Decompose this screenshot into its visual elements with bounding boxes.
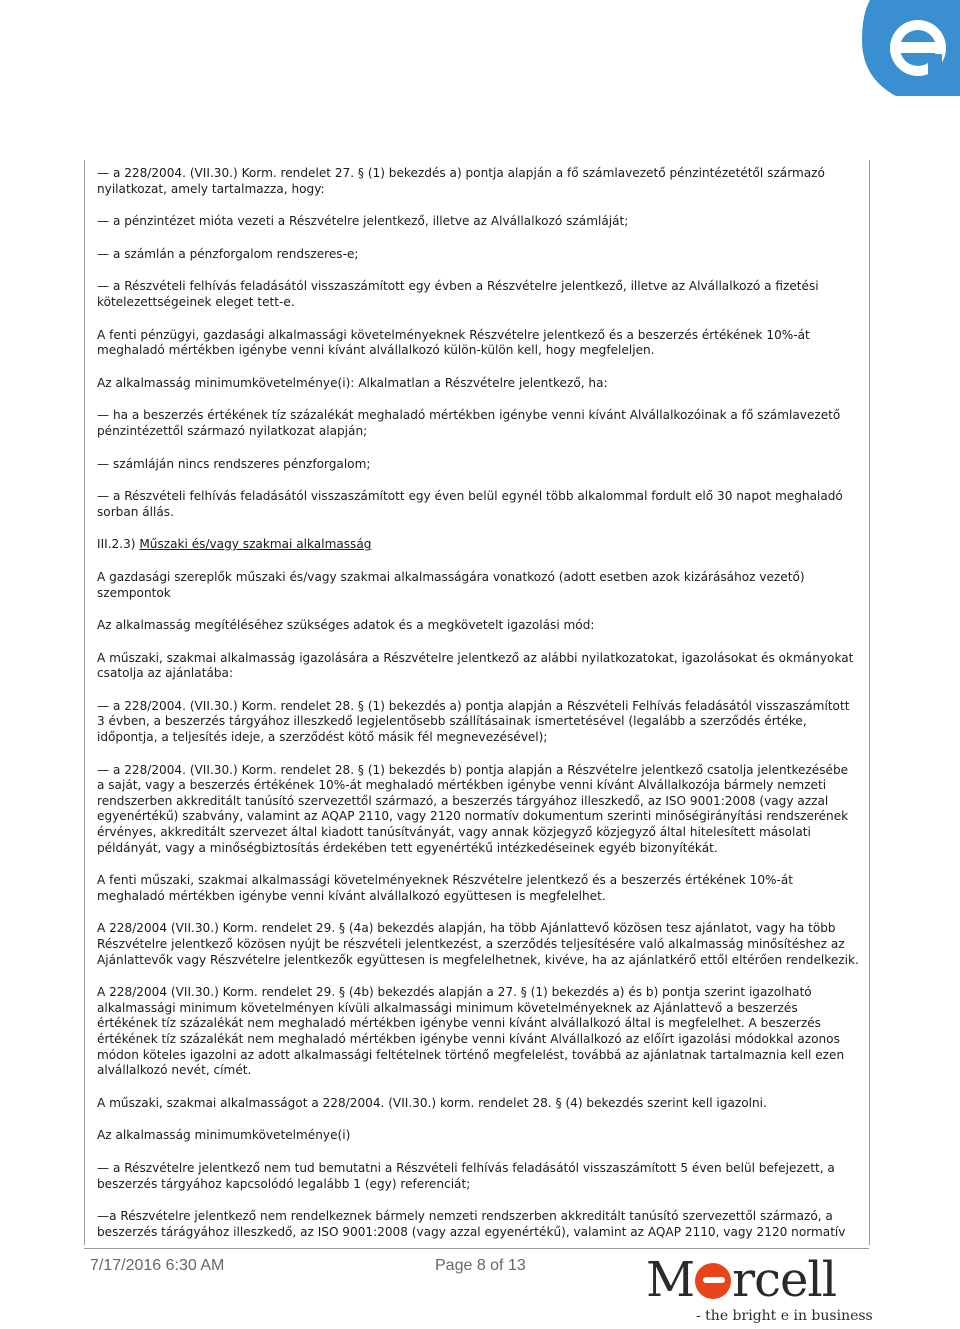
brand-name-left: M <box>646 1252 695 1308</box>
list-item: — a 228/2004. (VII.30.) Korm. rendelet 28. § (1) bekezdés a) pontja alapján a Részvételi Felhívás feladásától visszaszámított 3 évben, a beszerzés tárgyához illeszkedő legjelentősebb szállításainak ismertetésével (legalább a szerződés értéke, időpontja, a teljesítés ideje, a szerződést kötő másik fél megnevezésével); <box>97 698 850 745</box>
brand-tagline: - the bright e in business <box>696 1308 873 1324</box>
paragraph: Az alkalmasság minimumkövetelménye(i): Alkalmatlan a Részvételre jelentkező, ha: <box>97 375 608 390</box>
paragraph: Az alkalmasság megítéléséhez szükséges adatok és a megkövetelt igazolási mód: <box>97 618 595 633</box>
paragraph: A 228/2004 (VII.30.) Korm. rendelet 29. § (4a) bekezdés alapján, ha több Ajánlattevő közösen tesz ajánlatot, vagy ha több Részvételre jelentkező közösen nyújt be részvételi jelentkezést, a szerződés teljesítésére való alkalmasság minősítéshez az Ajánlattevők vagy Részvételre jelentkezők együttesen is megfelelhetnek, kivéve, ha az ajánlatkérő ettől eltérően rendelkezik. <box>97 921 859 967</box>
list-item: —a Részvételre jelentkező nem rendelkeznek bármely nemzeti rendszerben akkreditált tanúsító szervezettől származó, a beszerzés tárágyához illeszkedő, az ISO 9001:2008 (vagy azzal egyenértékű), valamint az AQAP 2110, vagy 2120 normatív <box>97 1209 846 1239</box>
paragraph: Az alkalmasság minimumkövetelménye(i) <box>97 1128 351 1143</box>
section-number: III.2.3) <box>97 537 140 552</box>
brand-logo <box>640 1252 873 1329</box>
footer-divider <box>84 1248 869 1249</box>
paragraph: A 228/2004 (VII.30.) Korm. rendelet 29. § (4b) bekezdés alapján a 27. § (1) bekezdés a) és b) pontja szerint igazolható alkalmassági minimum követelményen kívüli alkalmassági minimum követelményeknek az Ajánlattevő a beszerzés értékének tíz százalékát nem meghaladó mértékben igénybe venni kívánt alvállalkozó által is megfelelhet. A beszerzés értékének tíz százalékát nem meghaladó mértékben igénybe venni kívánt Alvállalkozó az előírt igazolási módokkal azonos módon köteles igazolni az adott alkalmassági feltételnek történő megfelelést, továbbá az ajánlatnak tartalmaznia kell ezen alvállalkozó nevét, címét. <box>97 985 845 1078</box>
list-item: — számláján nincs rendszeres pénzforgalom; <box>97 456 371 471</box>
list-item: — ha a beszerzés értékének tíz százalékát meghaladó mértékben igénybe venni kívánt Alvállalkozóinak a fő számlavezető pénzintézettől származó nyilatkozat alapján; <box>97 408 841 438</box>
corner-logo-icon <box>856 0 960 96</box>
list-item: — a számlán a pénzforgalom rendszeres-e; <box>97 246 359 261</box>
section-title: Műszaki és/vagy szakmai alkalmasság <box>139 537 372 552</box>
list-item: — a Részvételi felhívás feladásától visszaszámított egy évben a Részvételre jelentkező, illetve az Alvállalkozó a fizetési kötelezettségeinek eleget tett-e. <box>97 279 819 309</box>
footer-page-number: Page 8 of 13 <box>435 1257 526 1274</box>
paragraph: — a 228/2004. (VII.30.) Korm. rendelet 27. § (1) bekezdés a) pontja alapján a fő számlavezető pénzintézetétől származó nyilatkozat, amely tartalmazza, hogy: <box>97 166 825 196</box>
brand-name-right: rcell <box>732 1252 837 1308</box>
paragraph: A gazdasági szereplők műszaki és/vagy szakmai alkalmasságára vonatkozó (adott esetben azok kizárásához vezető) szempontok <box>97 569 805 600</box>
paragraph: A fenti pénzügyi, gazdasági alkalmassági követelményeknek Részvételre jelentkező és a beszerzés értékének 10%-át meghaladó mértékben igénybe venni kívánt alvállalkozó külön-külön kell, hogy megfeleljen. <box>97 327 810 358</box>
paragraph: A műszaki, szakmai alkalmasság igazolására a Részvételre jelentkező az alábbi nyilatkozatokat, igazolásokat és okmányokat csatolja az ajánlatába: <box>97 650 854 681</box>
list-item: — a Részvételre jelentkező nem tud bemutatni a Részvételi felhívás feladásától visszaszámított 5 éven belül befejezett, a beszerzés tárgyához kapcsolódó legalább 1 (egy) referenciát; <box>97 1160 835 1191</box>
list-item: — a Részvételi felhívás feladásától visszaszámított egy éven belül egynél több alkalommal fordult elő 30 napot meghaladó sorban állás. <box>97 489 843 519</box>
brand-e-icon <box>695 1263 731 1299</box>
brand-wordmark <box>646 1252 836 1308</box>
paragraph: A fenti műszaki, szakmai alkalmassági követelményeknek Részvételre jelentkező és a beszerzés értékének 10%-át meghaladó mértékben igénybe venni kívánt alvállalkozó együttesen is megfelelhet. <box>97 873 794 903</box>
list-item: — a pénzintézet mióta vezeti a Részvételre jelentkező, illetve az Alvállalkozó számláját; <box>97 214 629 229</box>
footer-date: 7/17/2016 6:30 AM <box>90 1257 225 1274</box>
paragraph: A műszaki, szakmai alkalmasságot a 228/2004. (VII.30.) korm. rendelet 28. § (4) bekezdés szerint kell igazolni. <box>97 1095 767 1110</box>
document-body <box>97 166 859 1257</box>
section-heading <box>97 537 859 553</box>
list-item: — a 228/2004. (VII.30.) Korm. rendelet 28. § (1) bekezdés b) pontja alapján a Részvételre jelentkező csatolja jelentkezésébe a saját, vagy a beszerzés értékének 10%-át meghaladó mértékben igénybe venni kívánt Alvállalkozója bármely nemzeti rendszerben akkreditált tanúsító szervezettől származó, a beszerzés tárgyához illeszkedő, az ISO 9001:2008 (vagy azzal egyenértékű) szabvány, valamint az AQAP 2110, vagy 2120 normatív dokumentum szerinti minőségirányítási rendszerének érvényes, akkreditált szervezet által kiadott tanúsítványát, vagy annak közjegyző közjegyző által hitelesített másolati példányát, vagy a minőségbiztosítás érdekében tett egyenértékű intézkedéseinek egyéb bizonyítékát. <box>97 762 849 855</box>
